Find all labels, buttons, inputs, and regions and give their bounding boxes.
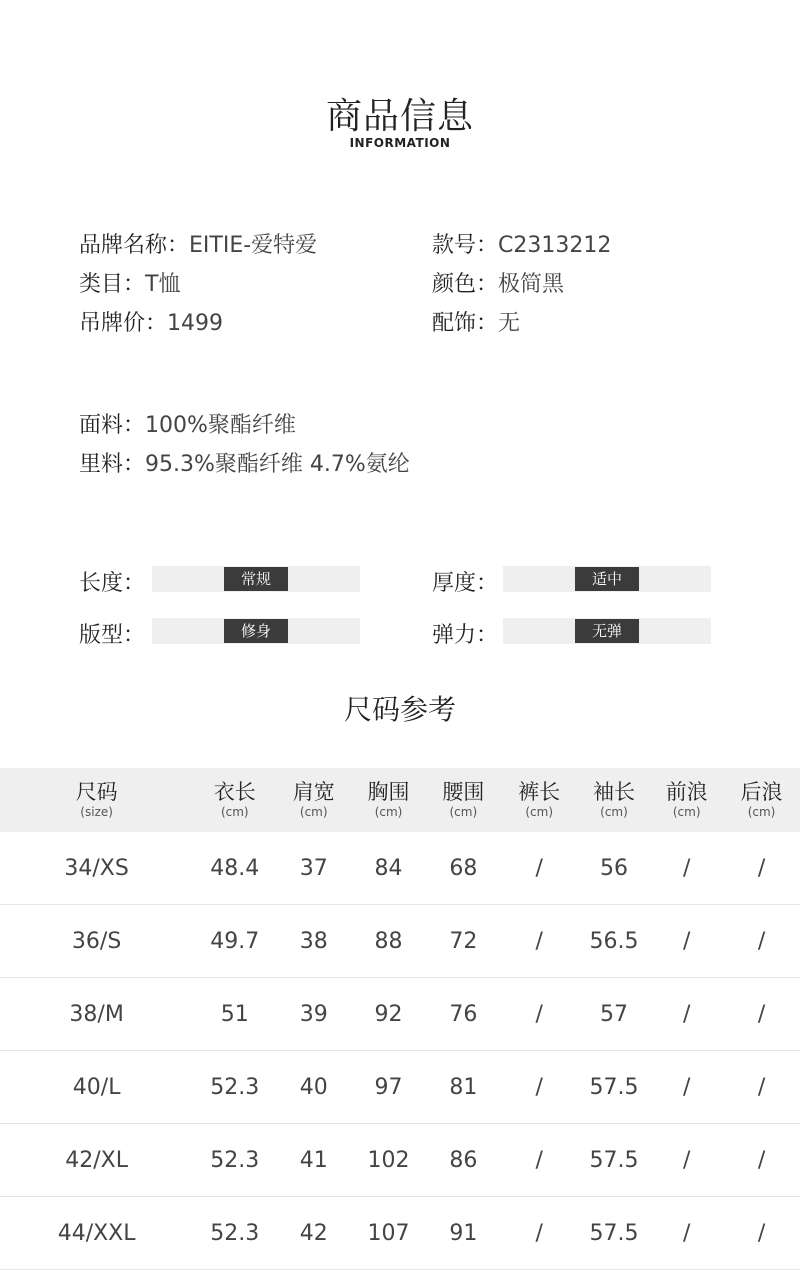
size-col-header: 尺码 (size) [75,780,118,819]
waist-col-header: 腰围 (cm) [442,780,485,819]
table-cell: 36/S [0,905,193,978]
shoulder-col-header: 肩宽 (cm) [292,780,335,819]
color-label: 颜色： [432,272,499,297]
length-tag: 常规 [224,567,288,591]
table-cell: / [650,978,723,1051]
table-cell: / [723,905,800,978]
table-cell: / [501,978,578,1051]
table-cell: 86 [426,1124,501,1197]
elasticity-scale [503,618,711,644]
table-cell: / [650,905,723,978]
table-cell: 57.5 [578,1197,651,1270]
chest-col-header: 胸围 (cm) [367,780,410,819]
table-cell: / [650,1051,723,1124]
lining-label: 里料： [79,452,146,477]
table-cell: / [501,1051,578,1124]
outer-fabric-label: 面料： [79,413,146,438]
size-chart-header-row [0,768,800,832]
table-cell: 88 [351,905,426,978]
brand-label: 品牌名称： [79,233,190,258]
length-col-header: 衣长 (cm) [213,780,256,819]
outer-fabric-value: 100%聚酯纤维 [145,413,296,438]
table-row [0,905,800,978]
table-cell: 68 [426,832,501,905]
table-cell: 102 [351,1124,426,1197]
category-info [79,267,180,298]
table-cell: / [723,1051,800,1124]
table-cell: 107 [351,1197,426,1270]
color-value: 极简黑 [498,272,565,297]
length-scale [152,566,360,592]
table-cell: 97 [351,1051,426,1124]
table-cell: 49.7 [193,905,276,978]
table-cell: 51 [193,978,276,1051]
table-cell: 56.5 [578,905,651,978]
price-label: 吊牌价： [79,311,168,336]
table-cell: 39 [276,978,351,1051]
size-chart-body [0,832,800,1270]
table-cell: / [650,1124,723,1197]
table-cell: 76 [426,978,501,1051]
table-cell: / [650,832,723,905]
page-subtitle: INFORMATION [349,136,451,150]
elasticity-label: 弹力： [432,623,499,648]
fit-scale [152,618,360,644]
style-no-info [432,228,611,259]
table-cell: / [501,832,578,905]
table-cell: 91 [426,1197,501,1270]
table-cell: 44/XXL [0,1197,193,1270]
table-cell: 84 [351,832,426,905]
table-cell: / [501,1197,578,1270]
table-cell: 57.5 [578,1124,651,1197]
table-cell: 52.3 [193,1051,276,1124]
table-cell: 57 [578,978,651,1051]
brand-info [79,228,317,259]
category-value: T恤 [145,272,181,297]
fit-tag: 修身 [224,619,288,643]
accessory-label: 配饰： [432,311,499,336]
accessory-value: 无 [498,311,521,336]
thickness-label: 厚度： [432,571,499,596]
table-cell: 38 [276,905,351,978]
table-cell: / [650,1197,723,1270]
lining-value: 95.3%聚酯纤维 4.7%氨纶 [145,452,410,477]
table-row [0,1051,800,1124]
table-row [0,978,800,1051]
table-cell: 40/L [0,1051,193,1124]
table-cell: 38/M [0,978,193,1051]
category-label: 类目： [79,272,146,297]
style-no-value: C2313212 [498,233,612,258]
color-info [432,267,564,298]
sleeve-col-header: 袖长 (cm) [592,780,635,819]
back-rise-col-header: 后浪 (cm) [740,780,783,819]
table-cell: 48.4 [193,832,276,905]
front-rise-col-header: 前浪 (cm) [665,780,708,819]
table-cell: 52.3 [193,1197,276,1270]
size-chart-table [0,768,800,1270]
table-cell: / [501,1124,578,1197]
table-row [0,1124,800,1197]
table-cell: 52.3 [193,1124,276,1197]
table-row [0,832,800,905]
table-cell: 56 [578,832,651,905]
price-value: 1499 [167,311,224,336]
brand-value: EITIE-爱特爱 [189,233,318,258]
table-cell: / [723,1197,800,1270]
size-chart-title: 尺码参考 [343,693,456,726]
page-title: 商品信息 [325,96,474,137]
outer-fabric-info [79,408,296,439]
thickness-tag: 适中 [575,567,639,591]
table-cell: 42/XL [0,1124,193,1197]
table-cell: 40 [276,1051,351,1124]
style-no-label: 款号： [432,233,499,258]
table-cell: 57.5 [578,1051,651,1124]
fit-label: 版型： [79,623,146,648]
table-cell: 81 [426,1051,501,1124]
table-cell: / [501,905,578,978]
pants-length-col-header: 裤长 (cm) [518,780,561,819]
table-cell: 92 [351,978,426,1051]
table-cell: 42 [276,1197,351,1270]
table-row [0,1197,800,1270]
table-cell: 41 [276,1124,351,1197]
table-cell: 72 [426,905,501,978]
length-label: 长度： [79,571,146,596]
elasticity-tag: 无弹 [575,619,639,643]
table-cell: 37 [276,832,351,905]
table-cell: / [723,832,800,905]
lining-info [79,447,410,478]
table-cell: / [723,1124,800,1197]
accessory-info [432,306,520,337]
thickness-scale [503,566,711,592]
table-cell: 34/XS [0,832,193,905]
price-info [79,306,223,337]
table-cell: / [723,978,800,1051]
